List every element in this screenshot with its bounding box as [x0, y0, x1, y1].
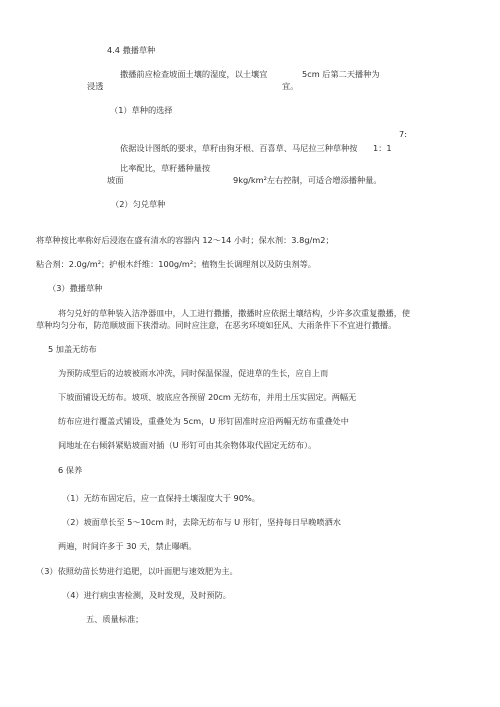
paragraph-2-line-c: 比率配比，草籽播种量按 — [120, 163, 211, 173]
paragraph-2-line-d: 坡面 — [107, 175, 124, 185]
subheading-1: （1）草种的选择 — [110, 105, 173, 115]
paragraph-1-line-c: 浸透 — [87, 81, 104, 91]
subheading-2: （2）匀兑草种 — [111, 199, 166, 209]
paragraph-1-line-d: 宜。 — [282, 81, 299, 91]
paragraph-5-line-a: 将匀兑好的草种装入洁净器皿中，人工进行撒播，撒播时应依据土壤结构，少许多次重复撒播，使 — [58, 308, 411, 318]
paragraph-3: 将草种按比率称好后浸泡在盛有清水的容器内 12～14 小时；保水剂：3.8g/m2； — [36, 235, 334, 245]
subheading-3: （3）撒播草种 — [48, 283, 103, 293]
section-6-title: 6 保养 — [58, 465, 83, 475]
paragraph-2-number: 7: — [399, 129, 407, 139]
paragraph-2-line-a: 依据设计图纸的要求，草籽由狗牙根、百喜草、马尼拉三种草种按 — [120, 143, 358, 153]
paragraph-2-line-b: 1：1 — [373, 143, 392, 153]
paragraph-6-line-a: 为预防成型后的边坡被雨水冲洗，同时保温保湿，促进草的生长，应自上而 — [58, 368, 329, 378]
maintenance-item-4: （4）进行病虫害检测，及时发现，及时预防。 — [62, 590, 231, 600]
section-4-4-title: 4.4 撒播草种 — [107, 45, 156, 55]
paragraph-5-line-b: 草种均匀分布，防范顺坡面下狭滑动。同时应注意，在恶劣环境如狂风、大雨条件下不宜进行撒播。 — [36, 320, 397, 330]
maintenance-item-2-line-b: 两遍，时间许多于 30 天，禁止曝晒。 — [58, 541, 197, 551]
quality-standard-heading: 五、质量标准； — [86, 614, 144, 624]
maintenance-item-2-line-a: （2）坡面草长至 5～10cm 时，去除无纺布与 U 形钉，坚持每日早晚喷洒水 — [62, 517, 341, 527]
paragraph-1-line-a: 撒播前应检查坡面土壤的湿度，以土壤宜 — [120, 69, 268, 79]
paragraph-6-line-b: 下坡面铺设无纺布。坡项、坡底应各预留 20cm 无纺布，并用土压实固定。两幅无 — [58, 392, 357, 402]
paragraph-2-line-e: 9kg/km²左右控制，可适合增添播种量。 — [233, 175, 382, 185]
paragraph-6-line-c: 纺布应进行覆盖式铺设，重叠处为 5cm，U 形钉固准时应沿两幅无纺布重叠处中 — [58, 416, 349, 426]
paragraph-6-line-d: 间地址在右倾斜紧贴坡面对插（U 形钉可由其余物体取代固定无纺布）。 — [58, 440, 317, 450]
paragraph-1-line-b: 5cm 后第二天播种为 — [302, 69, 380, 79]
maintenance-item-1: （1）无纺布固定后，应一直保持土壤湿度大于 90%。 — [62, 493, 260, 503]
paragraph-4: 粘合剂：2.0g/m²；护根木纤维：100g/m²；植物生长调理剂以及防虫剂等。 — [36, 259, 316, 269]
section-5-title: 5 加盖无纺布 — [48, 344, 97, 354]
maintenance-item-3: （3）依照幼苗长势进行追肥，以叶面肥与速效肥为主。 — [36, 566, 238, 576]
